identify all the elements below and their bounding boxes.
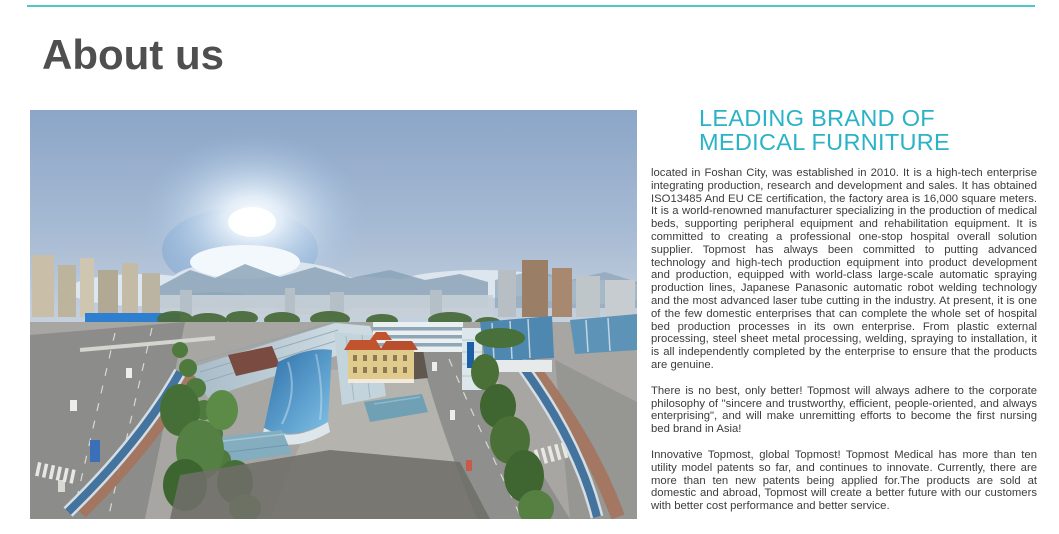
panorama-illustration xyxy=(30,110,637,519)
about-paragraph-3: Innovative Topmost, global Topmost! Topmost Medical has more than ten utility model patents so far, and continues to innovate. Currently, there are more than ten new patents being applied for.The products are sold at domestic and abroad, Topmost will create a better future with our customers with better cost performance and better service. xyxy=(651,448,1037,513)
section-heading xyxy=(651,106,1037,154)
section-heading-line2: MEDICAL FURNITURE xyxy=(699,129,950,155)
about-paragraph-2: There is no best, only better! Topmost will always adhere to the corporate philosophy of "sincere and trustworthy, efficient, people-oriented, and always enterprising", and will make unremitting efforts to become the first nursing bed brand in Asia! xyxy=(651,384,1037,436)
about-paragraph-1: located in Foshan City, was established in 2010. It is a high-tech enterprise integrating production, research and development and sales. It has obtained ISO13485 And EU CE certification, the factory area is 16,000 square meters. It is a world-renowned manufacturer specializing in the production of medical beds, supporting peripheral equipment and rehabilitation equipment. It is committed to creating a professional one-stop hospital overall solution supplier. Topmost has always been committed to putting advanced technology and high-tech production equipment into product development and production, equipped with world-class large-scale automatic spraying production lines, Japanese Panasonic automatic robot welding technology and the most advanced laser tube cutting in the industry. At present, it is one of the few domestic enterprises that can complete the whole set of hospital bed production processes in its own enterprise. From plastic external processing, steel sheet metal processing, welding, spraying to installation, it is all independently completed by the enterprise to ensure that the products are genuine. xyxy=(651,167,1037,371)
top-divider xyxy=(27,5,1035,7)
section-heading-line1: LEADING BRAND OF xyxy=(699,105,935,131)
factory-aerial-panorama-photo xyxy=(30,110,637,519)
about-text-column xyxy=(651,106,1037,513)
page-title: About us xyxy=(42,31,224,78)
